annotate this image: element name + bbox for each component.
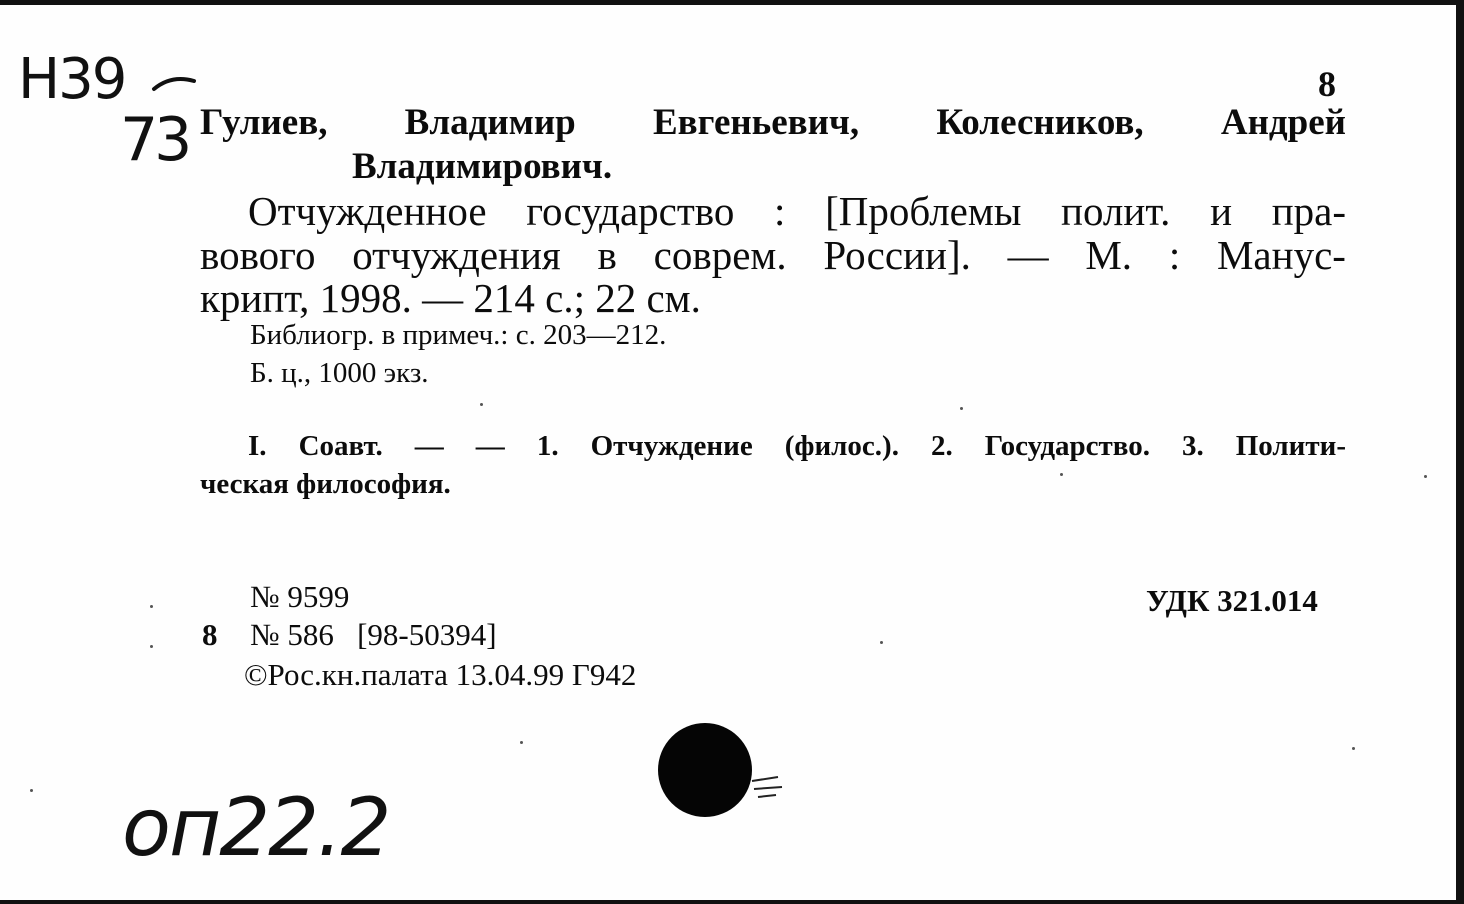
tracings-word: — [475,430,505,462]
tracings-word: Государство. [984,430,1150,462]
punch-hole [658,723,752,817]
title-word: пра- [1271,188,1346,234]
tracings-word: Полити- [1235,430,1346,462]
handwritten-bottom-code: оп22.2 [122,781,390,874]
title-word: Отчужденное [248,188,487,234]
author-heading-word: Андрей [1220,102,1346,143]
udc-code: УДК 321.014 [1146,583,1318,618]
title-word: вового [200,232,316,278]
author-heading-word: Евгеньевич, [652,102,860,143]
author-heading-word: Гулиев, [200,102,328,143]
handwritten-stroke [150,75,198,97]
handwritten-shelfmark-top: Н39 [18,47,126,112]
tracings-word: 3. [1181,430,1204,462]
title-word: в [597,232,617,278]
title-word: М. [1085,232,1133,278]
speck [30,789,33,792]
tracings-line-2: ческая философия. [200,468,451,500]
title-word: : [1168,232,1181,278]
speck [1352,747,1355,750]
title-word: и [1210,188,1233,234]
speck [1060,473,1063,476]
speck [480,403,483,406]
title-line-2 [200,231,1346,279]
title-word: — [1007,232,1049,278]
title-word: полит. [1061,188,1171,234]
tracings-word: Отчуждение [590,430,753,462]
card-number: 8 [1318,64,1336,104]
speck [150,605,153,608]
title-line-3: крипт, 1998. — 214 с.; 22 см. [200,275,701,321]
author-heading-word: Колесников, [936,102,1144,143]
title-word: соврем. [653,232,787,278]
note-price: Б. ц., 1000 экз. [250,357,429,389]
speck [1424,475,1427,478]
speck [150,645,153,648]
speck [880,641,883,644]
handwritten-shelfmark-second: 73 [120,105,189,175]
tracings-line-1 [248,430,1346,463]
title-word: [Проблемы [825,188,1022,234]
author-heading [200,101,1346,144]
tracings-word: (филос.). [784,430,899,462]
number-2: № 586 [98-50394] [250,617,497,652]
chamber-line: ©Рос.кн.палата 13.04.99 Г942 [244,657,637,692]
author-continuation: Владимирович. [352,146,613,187]
title-word: государство [526,188,735,234]
title-word: России]. [823,232,971,278]
title-line-1 [248,187,1346,235]
title-word: отчуждения [352,232,561,278]
speck [960,407,963,410]
note-bibliography: Библиогр. в примеч.: с. 203—212. [250,319,667,351]
speck [520,741,523,744]
tracings-word: — [414,430,444,462]
tracings-word: 1. [536,430,559,462]
number-1: № 9599 [250,579,350,614]
author-heading-word: Владимир [404,102,576,143]
title-word: Манус- [1216,232,1346,278]
tracings-word: Соавт. [298,430,383,462]
tracings-word: 2. [930,430,953,462]
title-word: : [774,188,786,234]
tracings-word: I. [248,430,267,462]
punch-hole-debris [748,773,788,803]
index-digit: 8 [202,617,218,652]
